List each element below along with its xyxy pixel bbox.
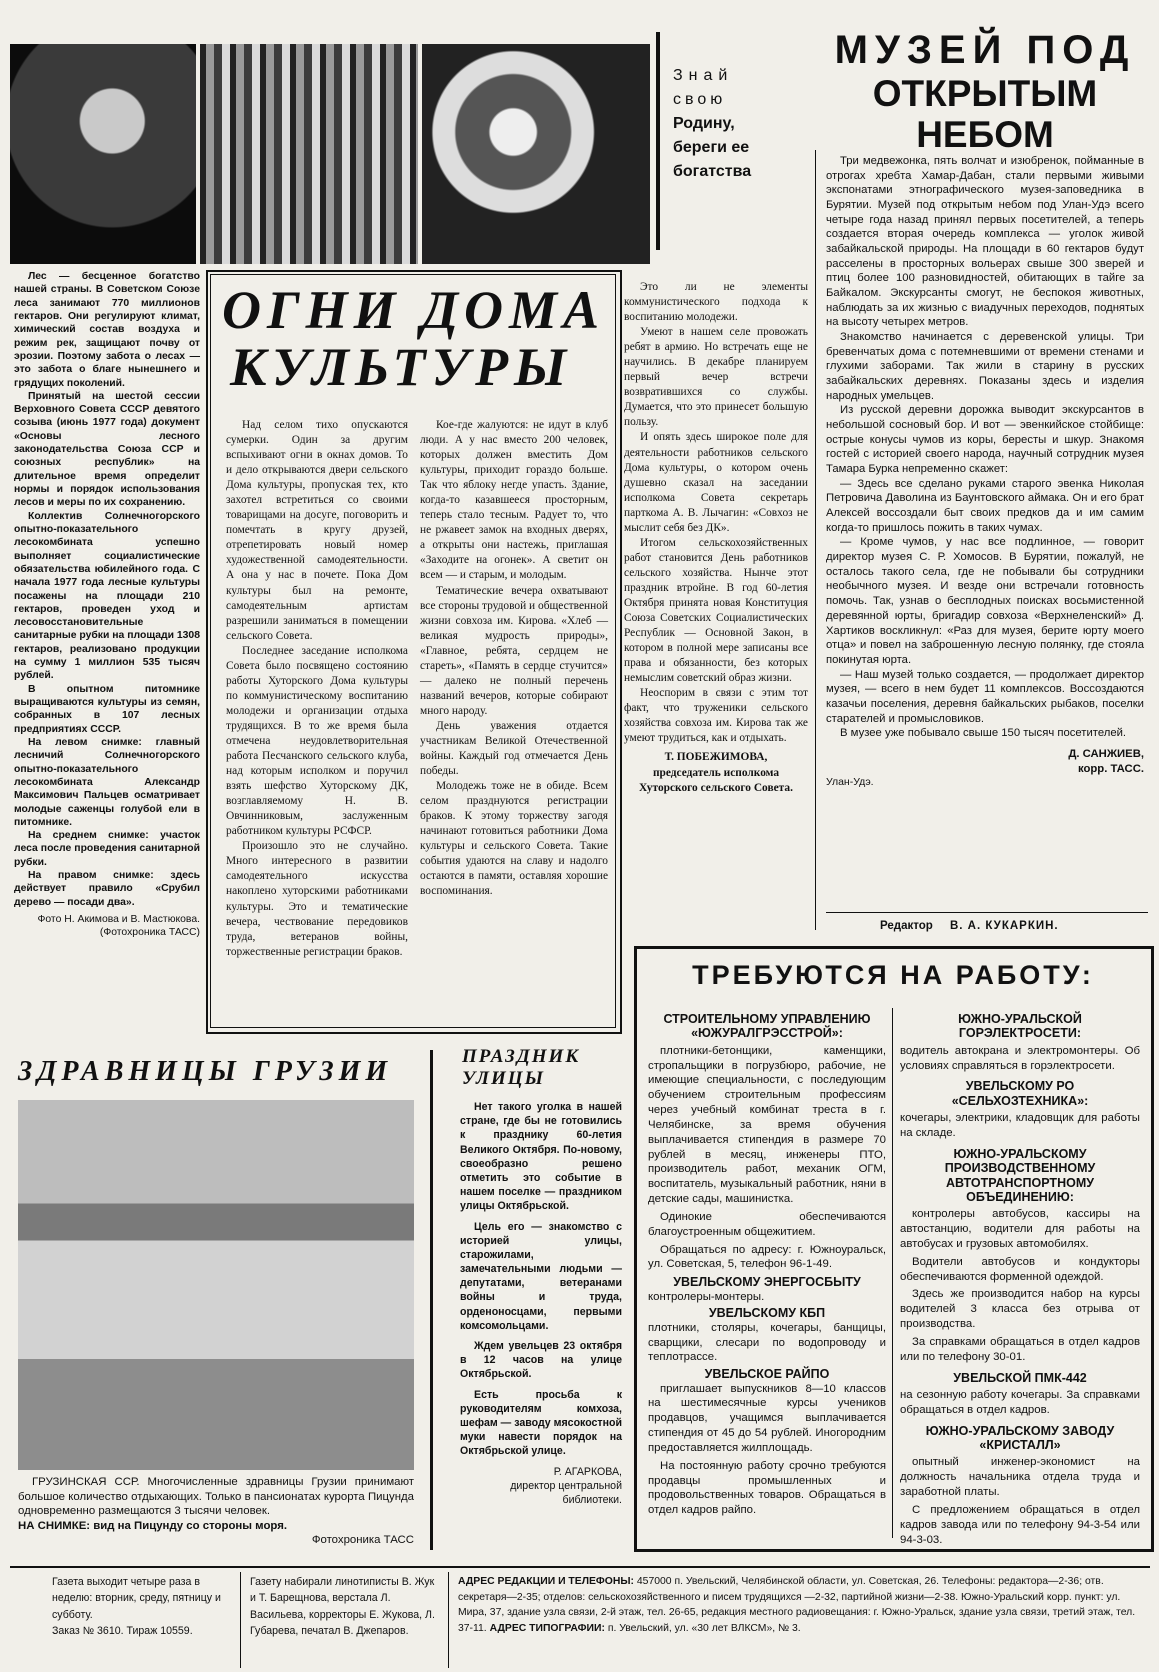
museum-paragraph: Три медвежонка, пять волчат и изюбренок, пойманные в отрогах хребта Хамар-Дабан, стали первыми живыми экспонатами этнографического музея-заповедника в Бурятии. Музей под открытым небом под Улан-Удэ всего четыре года назад принял первых посетителей, а теперь создается вторая очередь комплекса — уголок живой забайкальской природы. На площади в 60 гектаров будут расселены в просторных вольерах свыше 300 зверей и птиц более 100 разновидностей, обитающих в тайге за Байкалом. Экскурсанты смогут, не беспокоя животных, наблюдать за их жизнью с виадучных переходов, поднятых на высоту четырех метров. <box>826 155 1144 329</box>
museum-paragraph: — Здесь все сделано руками старого эвенка Николая Петровича Даволина из Баунтовского аймака. Он и его брат Алексей воссоздали быт своих предков да и им самим когда-то пришлось пожить в таких чумах. <box>826 477 1144 534</box>
job-text: За справками обращаться в отдел кадров или по телефону 30-01. <box>900 1335 1140 1363</box>
culture-paragraph: Умеют в нашем селе провожать ребят в армию. Но встречать еще не научились. В декабре планируем первый вечер встречи возвратившихся со службы. Думается, что это принесет большую пользу. <box>624 326 808 429</box>
job-text: плотники, столяры, кочегары, банщицы, сварщики, слесари по водопроводу и теплотрассе. <box>648 1321 886 1364</box>
column-rule <box>815 150 816 930</box>
job-text: Обращаться по адресу: г. Южноуральск, ул. Советская, 5, телефон 96-1-49. <box>648 1243 886 1271</box>
forest-paragraph: На левом снимке: главный лесничий Солнечногорского опытно-показательного лесокомбината Александр Максимович Пальцев осматривает молодые саженцы голубой ели в питомнике. <box>14 736 200 828</box>
culture-title-line: ОГНИ ДОМА <box>222 280 606 340</box>
footer-address <box>458 1574 1146 1636</box>
museum-title-line: ОТКРЫТЫМ НЕБОМ <box>872 72 1098 156</box>
editor-name: В. А. КУКАРКИН. <box>949 920 1059 932</box>
street-paragraph: Есть просьба к руководителям комхоза, шефам — заводу мясокостной муки навести порядок на Октябрьской улице. <box>460 1388 622 1458</box>
culture-col-1 <box>226 418 408 960</box>
museum-paragraph: В музее уже побывало свыше 150 тысяч посетителей. <box>840 727 1127 740</box>
georgia-title: ЗДРАВНИЦЫ ГРУЗИИ <box>18 1056 393 1087</box>
job-text: контролеры автобусов, кассиры на автостанцию, водители для работы на автобусах и грузовых автомобилях. <box>900 1208 1140 1250</box>
pitsunda-photo <box>18 1100 414 1470</box>
job-listing <box>648 1044 886 1272</box>
job-employer: УВЕЛЬСКОМУ РО «СЕЛЬХОЗТЕХНИКА»: <box>951 1079 1089 1108</box>
job-employer: ЮЖНО-УРАЛЬСКОМУ ПРОИЗВОДСТВЕННОМУ АВТОТРАНСПОРТНОМУ ОБЪЕДИНЕНИЮ: <box>944 1146 1096 1204</box>
culture-paragraph: День уважения отдается участникам Великой Отечественной войны. Каждый год отмечается День победы. <box>420 719 608 778</box>
divider <box>826 912 1148 913</box>
job-text: Водители автобусов и кондукторы обеспечиваются форменной одеждой. <box>900 1255 1140 1283</box>
culture-paragraph: Кое-где жалуются: не идут в клуб люди. А у нас вместо 200 человек, которых должен вместить Дом культуры, приходит гораздо больше. Так что яблоку негде упасть. Здание, когда-то казавшееся просторным, теперь стало тесным. Радует то, что не ржавеет замок на входных дверях, а открыты они настежь, приглашая «Заходите на огонек». А светит он всем — и старым, и молодым. <box>420 419 608 582</box>
forest-paragraph: Лес — бесценное богатство нашей страны. В Советском Союзе леса занимают 770 миллионов гектаров. Они регулируют климат, химический состав воздуха и режим рек, защищают почву от эрозии. Поэтому забота о лесах — это забота о благе нынешнего и грядущих поколений. <box>14 271 200 389</box>
street-article <box>460 1100 622 1507</box>
forest-paragraph: В опытном питомнике выращиваются культуры из семян, собранных в 107 лесных предприятиях СССР. <box>14 683 200 735</box>
museum-author-title: корр. ТАСС. <box>1077 762 1144 775</box>
job-listing <box>900 1207 1140 1364</box>
column-rule <box>892 1008 893 1538</box>
street-author: Р. АГАРКОВА, <box>553 1465 622 1478</box>
jobs-right-column <box>900 1006 1140 1550</box>
job-employer: СТРОИТЕЛЬНОМУ УПРАВЛЕНИЮ «ЮЖУРАЛГРЭССТРОЙ»: <box>663 1012 871 1041</box>
job-employer: УВЕЛЬСКОМУ ЭНЕРГОСБЫТУ <box>673 1275 861 1290</box>
saplings-photo <box>422 44 650 264</box>
footer-issue: Газета выходит четыре раза в неделю: вторник, среду, пятницу и субботу. <box>52 1576 221 1621</box>
forest-paragraph: Принятый на шестой сессии Верховного Совета СССР девятого созыва (июнь 1977 года) документ «Основы лесного законодательства Союза ССР и союзных республик» на длительное время определит нормы и порядок использования лесов и меры по их сохранению. <box>14 390 200 509</box>
slogan-line: береги ее <box>673 139 750 156</box>
culture-author: Т. ПОБЕЖИМОВА, <box>664 751 768 764</box>
column-rule <box>430 1050 433 1550</box>
job-text: контролеры-монтеры. <box>648 1290 765 1303</box>
job-employer: ЮЖНО-УРАЛЬСКОЙ ГОРЭЛЕКТРОСЕТИ: <box>958 1012 1082 1041</box>
job-employer: ЮЖНО-УРАЛЬСКОМУ ЗАВОДУ «КРИСТАЛЛ» <box>925 1423 1115 1452</box>
museum-title-line: МУЗЕЙ ПОД <box>834 28 1136 72</box>
culture-col-3 <box>624 280 808 796</box>
footer-rule <box>240 1572 241 1668</box>
photo-credit: Фото Н. Акимова и В. Мастюкова. <box>37 914 200 925</box>
footer-staff: Газету набирали линотиписты В. Жук и Т. Барещнова, верстала Л. Васильева, корректоры Е. Жукова, Л. Губарева, печатал В. Джепаров. <box>250 1576 435 1638</box>
job-employer: УВЕЛЬСКОМУ КБП <box>708 1306 826 1321</box>
footer-issue-block <box>52 1574 232 1640</box>
editor-line <box>880 920 1059 932</box>
job-text: водитель автокрана и электромонтеры. Об условиях справляться в горэлектросети. <box>900 1044 1140 1072</box>
job-listing <box>648 1382 886 1518</box>
job-text: Здесь же производится набор на курсы водителей 3 класса без отрыва от производства. <box>900 1288 1140 1331</box>
museum-paragraph: Знакомство начинается с деревенской улицы. Три бревенчатых дома с потемневшими от времени стенами и глухими заборами. Так жили в старину в русских забайкальских деревнях. Показаны здесь и изделия народных умельцев. <box>826 331 1144 402</box>
street-paragraph: Цель его — знакомство с историей улицы, старожилами, замечательными людьми — депутатами, ветеранами войны и труда, орденоносцами, первыми комсомольцами. <box>460 1220 622 1332</box>
street-paragraph: Нет такого уголка в нашей стране, где бы не готовились к празднику 60-летия Великого Октября. По-новому, своеобразно решено отметить это событие в нашем поселке — праздником улицы Октябрьской. <box>460 1101 622 1213</box>
slogan <box>673 64 783 184</box>
street-title-line: ПРАЗДНИК <box>462 1046 581 1067</box>
georgia-credit: Фотохроника ТАСС <box>311 1534 414 1547</box>
forest-paragraph: Коллектив Солнечногорского опытно-показательного лесокомбината успешно выполняет социалистические обязательства юбилейного года. С начала 1977 года лесные культуры посажены на площади 210 гектаров, проведен уход и лесовосстановительные санитарные рубки на площади 1308 гектаров, реализовано продукции на сумму 1 миллион 535 тысяч рублей. <box>14 510 200 682</box>
culture-col-2 <box>420 418 608 900</box>
slogan-line: свою <box>673 91 727 108</box>
job-text: приглашает выпускников 8—10 классов на шестимесячные курсы учеников продавцов, учащимся выплачивается стипендия от 45 до 54 рублей. Иногородним предоставляется жилплощадь. <box>648 1382 886 1454</box>
museum-place: Улан-Удэ. <box>826 776 874 789</box>
forest-paragraph: На среднем снимке: участок леса после проведения санитарной рубки. <box>14 830 200 868</box>
street-author-title: директор центральной библиотеки. <box>510 1479 622 1506</box>
job-text: кочегары, электрики, кладовщик для работы на складе. <box>900 1112 1140 1139</box>
museum-paragraph: — Кроме чумов, у нас все подлинное, — говорит директор музея С. Р. Хомосов. В Бурятии, пожалуй, не осталось такого села, где не побывали бы сотрудники необычного музея. И везде они встречали готовность помочь. Так, узнав о бесплодных поисках восьмистенной деревянной юрты, бригадир совхоза «Верхнеленский» Д. Хартиков воскликнул: «Раз для музея, берите юрту моего отца» и повел на заброшенную лесную полянку, где стояла покинутая юрта. <box>826 536 1144 666</box>
culture-paragraph: Тематические вечера охватывают все стороны трудовой и общественной жизни совхоза им. Кирова. «Хлеб — великая мудрость природы», «Главное, ребята, сердцем не стареть», «Память в сердце стучится» — далеко не полный перечень названий вечеров, которые собирают много народу. <box>420 584 608 717</box>
culture-paragraph: Над селом тихо опускаются сумерки. Один за другим вспыхивают огни в окнах домов. То и дело открываются двери сельского Дома культуры, пропуская тех, кто захотел встретиться со своими товарищами на досуге, поговорить и помечтать в кругу друзей, отрепетировать новый номер художественной самодеятельности. А она у нас в почете. Пока Дом культуры был на ремонте, самодеятельным артистам разрешили заниматься в помещении сельского Совета. <box>226 419 408 642</box>
footer-rule <box>448 1572 449 1668</box>
culture-title <box>222 282 612 395</box>
job-text: Одинокие обеспечиваются благоустроенным общежитием. <box>648 1210 886 1238</box>
jobs-title: ТРЕБУЮТСЯ НА РАБОТУ: <box>692 960 1094 990</box>
job-text: С предложением обращаться в отдел кадров завода или по телефону 94-3-54 или 94-3-03. <box>900 1503 1140 1546</box>
culture-paragraph: Итогом сельскохозяйственных работ становится День работников сельского хозяйства. Нынче этот праздник втройне. В год 60-летия Октября принята новая Конституция Союза Советских Социалистических Республик — Основной Закон, в котором в полной мере записаны все права и обязанности, без которых немыслим советский образ жизни. <box>624 536 808 685</box>
culture-paragraph: Это ли не элементы коммунистического подхода к воспитанию молодежи. <box>624 281 808 324</box>
forest-paragraph: На правом снимке: здесь действует правило «Срубил дерево — посади два». <box>14 870 200 908</box>
job-text: опытный инженер-экономист на должность начальника отдела труда и заработной платы. <box>900 1456 1140 1499</box>
georgia-caption-2: НА СНИМКЕ: вид на Пицунду со стороны моря. <box>18 1519 288 1532</box>
culture-title-line: КУЛЬТУРЫ <box>230 336 573 397</box>
culture-paragraph: Неоспорим в связи с этим тот факт, что труженики сельского хозяйства совхоза им. Кирова так же умеют трудиться, как и отдыхать. <box>624 687 808 745</box>
culture-paragraph: Последнее заседание исполкома Совета было посвящено состоянию работы Хуторского Дома культуры по коммунистическому воспитанию молодежи и организации отдыха трудящихся. В то же время была отмечена неудовлетворительная работа Песчанского сельского клуба, над которым исполком и поручил взять шефство Хуторскому ДК, возглавляемому Н. В. Овчинниковым, заслуженным работником культуры РСФСР. <box>226 644 408 838</box>
slogan-line: Родину, <box>673 115 735 132</box>
slogan-line: богатства <box>673 163 752 180</box>
street-title-line: УЛИЦЫ <box>462 1068 545 1089</box>
job-employer: УВЕЛЬСКОЙ ПМК-442 <box>953 1370 1087 1385</box>
job-text: на сезонную работу кочегары. За справками обращаться в отдел кадров. <box>900 1388 1140 1416</box>
forest-caption <box>14 270 200 940</box>
culture-paragraph: Молодежь тоже не в обиде. Всем селом празднуются регистрации браков. К этому торжеству загодя начинают готовиться работники Дома культуры и сельского Совета. Такие события удаются на славу и надолго остаются в памяти, оставляя хорошие воспоминания. <box>420 780 608 898</box>
museum-paragraph: — Наш музей только создается, — продолжает директор музея, — всего в нем будет 11 комплексов. Воссоздаются казачьи поселения, деревня байкальских рыбаков, поселки старателей и промысловиков. <box>826 668 1144 725</box>
job-text: плотники-бетонщики, каменщики, стропальщики в погрузбюро, рабочие, не имеющие специальности, с последующим обучением строительным профессиям через учебный комбинат треста в г. Челябинске, за время обучения выплачивается стипендия в размере 70 рублей в месяц, инженеры ПТО, производитель работ, механик ОГМ, воспитатель, музыкальный работник, няни в детские сады, машинистка. <box>648 1044 886 1206</box>
editor-label: Редактор <box>880 920 933 932</box>
forester-photo <box>10 44 196 264</box>
museum-title <box>820 28 1150 156</box>
footer-print-head: АДРЕС ТИПОГРАФИИ: <box>489 1622 605 1634</box>
forest-photo <box>200 44 418 264</box>
museum-article <box>826 154 1144 790</box>
culture-paragraph: Произошло это не случайно. Много интересного в развитии самодеятельного искусства накоплено хуторскими работниками культуры. Это и тематические вечера, чествование передовиков труда, ветеранов войны, торжественные регистрации браков. <box>226 840 408 958</box>
column-rule <box>656 32 660 250</box>
museum-author: Д. САНЖИЕВ, <box>1068 747 1144 760</box>
culture-paragraph: И опять здесь широкое поле для деятельности работников сельского Дома культуры, о котором очень душевно сказал на заседании исполкома Совета секретарь парткома А. В. Лычагин: «Совхоз не мыслит себя без ДК». <box>624 431 808 534</box>
footer-address-head: АДРЕС РЕДАКЦИИ И ТЕЛЕФОНЫ: <box>458 1576 635 1587</box>
footer-address-text: 457000 п. Увельский, Челябинской области, ул. Советская, 26. Телефоны: редактора—2-36; отв. секретаря—2-35; отделов: сельскохозяйственного и писем трудящихся —2-32, партийной жизни—2-38. Южно-Уральский корр. пункт: ул. Мира, 37, здание узла связи, 2-й этаж, тел. 26-65, редакция местного радиовещания: г. Южно-Уральск, здание узла связи, третий этаж, тел. 37-11. <box>458 1576 1136 1634</box>
georgia-caption-text: ГРУЗИНСКАЯ ССР. Многочисленные здравницы Грузии принимают большое количество отдыхающих. Только в пансионатах курорта Пицунда одновременно размещаются 3 тысячи человек. <box>18 1476 414 1518</box>
job-listing <box>900 1455 1140 1547</box>
footer-rule <box>10 1566 1150 1568</box>
culture-author-title: председатель исполкома Хуторского сельского Совета. <box>639 766 793 794</box>
job-text: На постоянную работу срочно требуются продавцы промышленных и продовольственных товаров. Обращаться в отдел кадров райпо. <box>648 1459 886 1517</box>
job-employer: УВЕЛЬСКОЕ РАЙПО <box>704 1367 830 1382</box>
footer-print-text: п. Увельский, ул. «30 лет ВЛКСМ», № 3. <box>607 1622 801 1634</box>
photo-credit-source: (Фотохроника ТАСС) <box>99 927 200 939</box>
jobs-left-column <box>648 1006 886 1521</box>
georgia-caption <box>18 1475 414 1548</box>
street-title <box>462 1046 622 1090</box>
slogan-line: Знай <box>673 67 734 84</box>
street-paragraph: Ждем увельцев 23 октября в 12 часов на улице Октябрьской. <box>460 1340 622 1381</box>
footer-order: Заказ № 3610. Тираж 10559. <box>52 1625 193 1638</box>
museum-paragraph: Из русской деревни дорожка выводит экскурсантов в небольшой сосновый бор. И вот — эвенкийское стойбище: острые конусы чумов из коры, бересты и шкур. Знакомя гостей с историей своего народа, научный сотрудник музея Тамара Бурка непременно скажет: <box>826 404 1144 476</box>
